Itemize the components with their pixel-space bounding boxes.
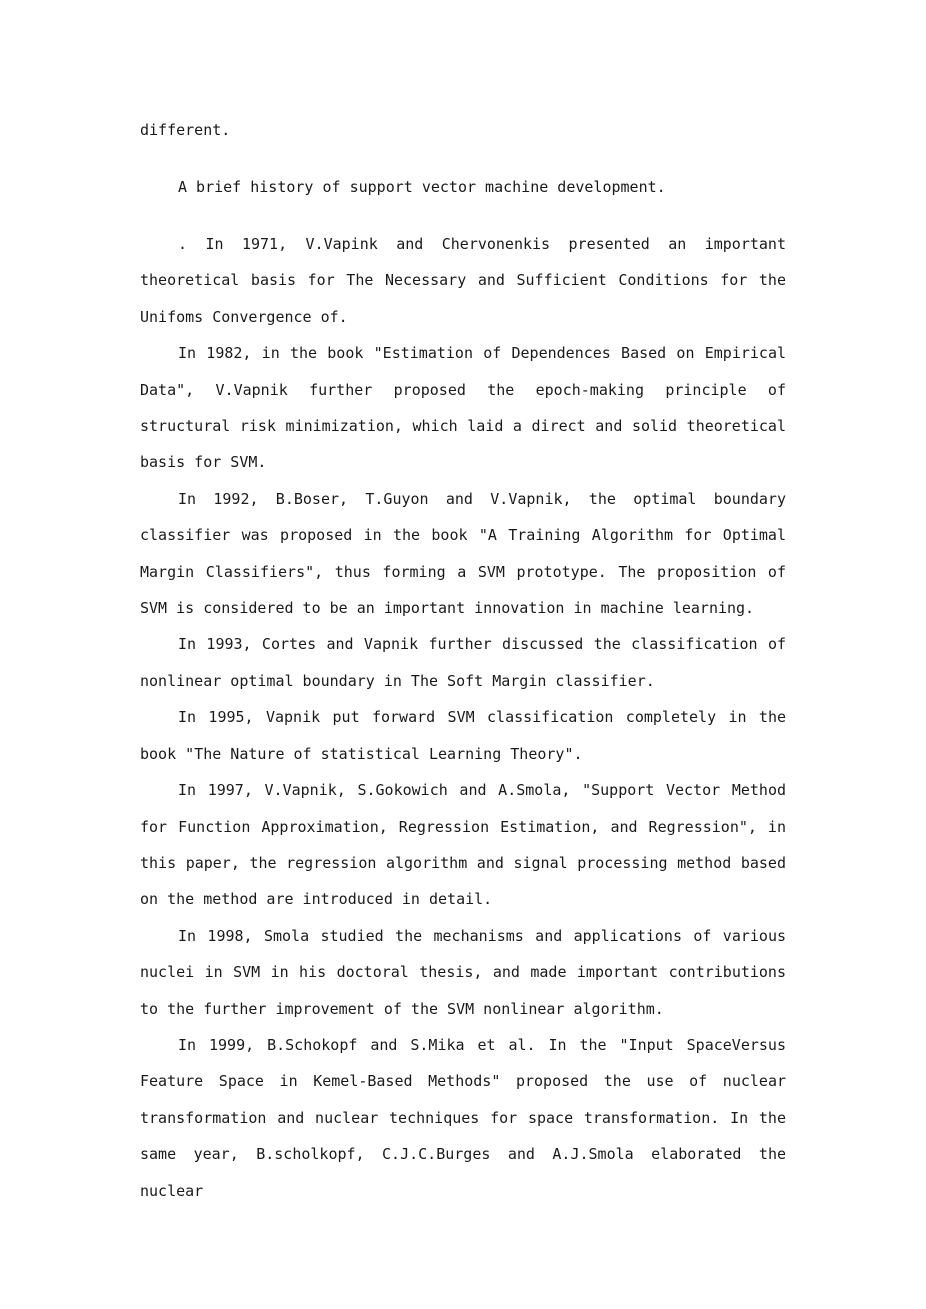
paragraph-1993: In 1993, Cortes and Vapnik further discussed the classification of nonlinear optimal boundary in The Soft Margin classifier.: [140, 635, 786, 690]
body-text: [140, 112, 786, 1209]
paragraph-1995: In 1995, Vapnik put forward SVM classification completely in the book "The Nature of statistical Learning Theory".: [140, 708, 786, 763]
paragraph-1992: In 1992, B.Boser, T.Guyon and V.Vapnik, the optimal boundary classifier was proposed in the book "A Training Algorithm for Optimal Margin Classifiers", thus forming a SVM prototype. The proposition of SVM is considered to be an important innovation in machine learning.: [140, 489, 786, 618]
paragraph-1999: In 1999, B.Schokopf and S.Mika et al. In the "Input SpaceVersus Feature Space in Kemel-Based Methods" proposed the use of nuclear transformation and nuclear techniques for space transformation. In the same year, B.scholkopf, C.J.C.Burges and A.J.Smola elaborated the nuclear: [140, 1035, 786, 1200]
paragraph-1971: . In 1971, V.Vapink and Chervonenkis presented an important theoretical basis for The Necessary and Sufficient Conditions for the Unifoms Convergence of.: [140, 235, 786, 326]
paragraph-1997: In 1997, V.Vapnik, S.Gokowich and A.Smola, "Support Vector Method for Function Approximation, Regression Estimation, and Regression", in this paper, the regression algorithm and signal processing method based on the method are introduced in detail.: [140, 781, 786, 909]
paragraph-1998: In 1998, Smola studied the mechanisms and applications of various nuclei in SVM in his doctoral thesis, and made important contributions to the further improvement of the SVM nonlinear algorithm.: [140, 926, 786, 1018]
paragraph-1982: In 1982, in the book "Estimation of Dependences Based on Empirical Data", V.Vapnik further proposed the epoch-making principle of structural risk minimization, which laid a direct and solid theoretical basis for SVM.: [140, 344, 786, 472]
paragraph-continuation: different.: [140, 121, 231, 139]
section-heading: A brief history of support vector machine development.: [178, 178, 666, 196]
